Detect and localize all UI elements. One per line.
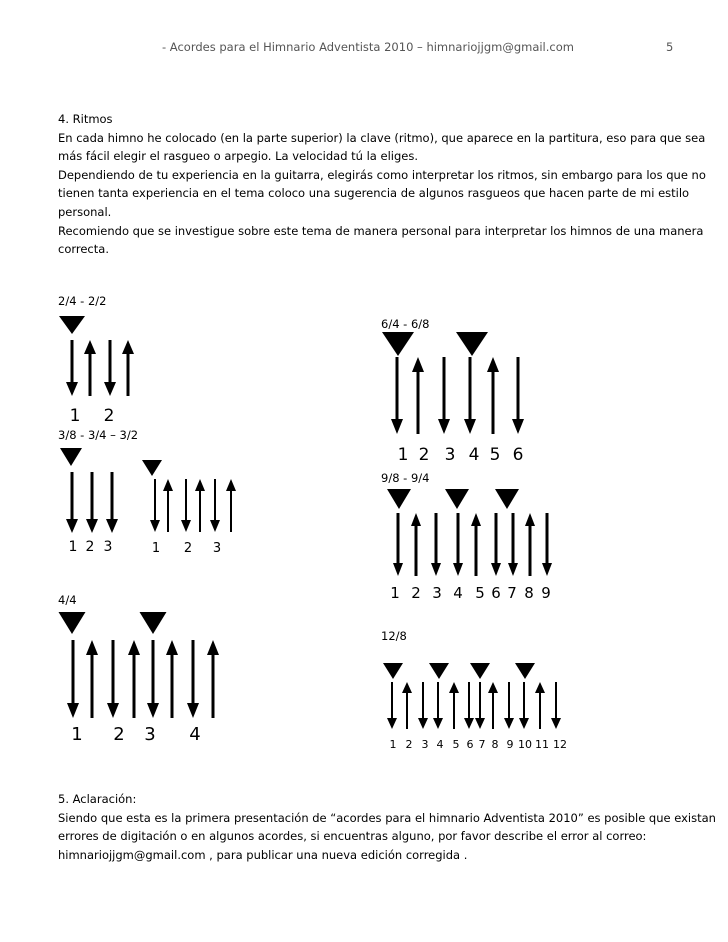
accent-triangle-icon	[140, 612, 167, 634]
beat-number: 3	[432, 584, 442, 602]
beat-number: 4	[468, 445, 480, 465]
up-arrowhead	[128, 640, 140, 655]
beat-number: 2	[418, 445, 430, 465]
down-arrowhead	[504, 718, 514, 729]
beat-number: 4	[453, 584, 463, 602]
up-arrowhead	[166, 640, 178, 655]
down-arrowhead	[86, 519, 98, 533]
up-arrowhead	[86, 640, 98, 655]
down-arrowhead	[107, 703, 119, 718]
paragraph-line: himnariojjgm@gmail.com , para publicar una nueva edición corregida .	[58, 847, 468, 862]
down-arrowhead	[542, 563, 552, 576]
accent-triangle-icon	[387, 489, 411, 509]
section-aclaracion	[58, 790, 716, 864]
accent-triangle-icon	[515, 663, 535, 679]
accent-triangle-icon	[495, 489, 519, 509]
up-arrowhead	[471, 513, 481, 526]
beat-number: 4	[189, 724, 201, 745]
paragraph-line: Recomiendo que se investigue sobre este tema de manera personal para interpretar los himnos de una manera	[58, 223, 704, 238]
beat-number: 1	[397, 445, 409, 465]
up-arrowhead	[487, 357, 499, 372]
down-arrowhead	[464, 718, 474, 729]
up-arrowhead	[122, 340, 134, 354]
beat-number: 3	[444, 445, 456, 465]
paragraph-line: correcta.	[58, 242, 109, 257]
beat-number: 7	[478, 738, 486, 751]
accent-triangle-icon	[470, 663, 490, 679]
paragraph-line: En cada himno he colocado (en la parte superior) la clave (ritmo), que aparece en la partitura, eso para que sea	[58, 130, 706, 145]
accent-triangle-icon	[429, 663, 449, 679]
down-arrowhead	[187, 703, 199, 718]
beat-number: 8	[491, 738, 499, 751]
beat-number: 11	[535, 738, 549, 751]
beat-number: 6	[466, 738, 474, 751]
paragraph-line: Dependiendo de tu experiencia en la guitarra, elegirás como interpretar los ritmos, sin embargo para los que no	[58, 167, 706, 182]
rhythm-label-6-4: 6/4 - 6/8	[381, 317, 430, 331]
down-arrowhead	[150, 520, 160, 532]
down-arrowhead	[519, 718, 529, 729]
beat-number: 7	[507, 584, 517, 602]
up-arrowhead	[525, 513, 535, 526]
up-arrowhead	[449, 682, 459, 693]
down-arrowhead	[387, 718, 397, 729]
beat-number: 1	[68, 539, 78, 555]
beat-number: 2	[113, 724, 125, 745]
accent-triangle-icon	[59, 316, 85, 334]
beat-number: 4	[436, 738, 444, 751]
beat-number: 10	[518, 738, 532, 751]
up-arrowhead	[84, 340, 96, 354]
beat-number: 1	[390, 584, 400, 602]
accent-triangle-icon	[382, 332, 414, 356]
up-arrowhead	[195, 479, 205, 491]
beat-number: 3	[144, 724, 156, 745]
paragraph-line: personal.	[58, 204, 112, 219]
down-arrowhead	[551, 718, 561, 729]
beat-number: 5	[452, 738, 460, 751]
up-arrowhead	[163, 479, 173, 491]
beat-number: 8	[524, 584, 534, 602]
down-arrowhead	[181, 520, 191, 532]
down-arrowhead	[106, 519, 118, 533]
down-arrowhead	[433, 718, 443, 729]
up-arrowhead	[226, 479, 236, 491]
page-number: 5	[666, 40, 674, 54]
beat-number: 1	[69, 406, 81, 426]
section-heading: 5. Aclaración:	[58, 792, 137, 806]
down-arrowhead	[66, 519, 78, 533]
down-arrowhead	[391, 419, 403, 434]
up-arrowhead	[535, 682, 545, 693]
rhythm-label-9-8: 9/8 - 9/4	[381, 471, 430, 485]
paragraph-line: Siendo que esta es la primera presentación de “acordes para el himnario Adventista 2010” es posible que existan	[58, 810, 716, 825]
beat-number: 9	[506, 738, 514, 751]
beat-number: 2	[411, 584, 421, 602]
beat-number: 3	[421, 738, 429, 751]
rhythm-label-3-8: 3/8 - 3/4 – 3/2	[58, 428, 139, 442]
up-arrowhead	[412, 357, 424, 372]
paragraph-line: errores de digitación o en algunos acordes, si encuentras alguno, por favor describe el error al correo:	[58, 829, 647, 844]
accent-triangle-icon	[456, 332, 488, 356]
accent-triangle-icon	[445, 489, 469, 509]
down-arrowhead	[453, 563, 463, 576]
beat-number: 1	[389, 738, 397, 751]
up-arrowhead	[411, 513, 421, 526]
down-arrowhead	[431, 563, 441, 576]
beat-number: 2	[103, 406, 115, 426]
rhythm-label-12-8: 12/8	[381, 629, 407, 643]
accent-triangle-icon	[142, 460, 162, 476]
header-title: - Acordes para el Himnario Adventista 2010 – himnariojjgm@gmail.com	[162, 40, 574, 54]
down-arrowhead	[464, 419, 476, 434]
beat-number: 5	[489, 445, 501, 465]
down-arrowhead	[147, 703, 159, 718]
down-arrowhead	[104, 382, 116, 396]
down-arrowhead	[508, 563, 518, 576]
up-arrowhead	[402, 682, 412, 693]
down-arrowhead	[393, 563, 403, 576]
down-arrowhead	[491, 563, 501, 576]
beat-number: 2	[183, 541, 193, 556]
accent-triangle-icon	[383, 663, 403, 679]
up-arrowhead	[207, 640, 219, 655]
beat-number: 12	[553, 738, 567, 751]
beat-number: 5	[475, 584, 485, 602]
beat-number: 6	[491, 584, 501, 602]
beat-number: 3	[212, 541, 222, 556]
down-arrowhead	[210, 520, 220, 532]
rhythm-label-4-4: 4/4	[58, 593, 77, 607]
beat-number: 9	[541, 584, 551, 602]
beat-number: 1	[71, 724, 83, 745]
rhythm-label-2-4: 2/4 - 2/2	[58, 294, 107, 308]
paragraph-line: tienen tanta experiencia en el tema coloco una sugerencia de algunos rasgueos que hacen parte de mi estilo	[58, 186, 690, 201]
down-arrowhead	[438, 419, 450, 434]
down-arrowhead	[67, 703, 79, 718]
section-heading: 4. Ritmos	[58, 112, 113, 126]
down-arrowhead	[418, 718, 428, 729]
beat-number: 2	[85, 539, 95, 555]
down-arrowhead	[66, 382, 78, 396]
down-arrowhead	[475, 718, 485, 729]
beat-number: 6	[512, 445, 524, 465]
beat-number: 2	[405, 738, 413, 751]
paragraph-line: más fácil elegir el rasgueo o arpegio. La velocidad tú la eliges.	[58, 149, 418, 164]
up-arrowhead	[488, 682, 498, 693]
accent-triangle-icon	[60, 448, 82, 466]
beat-number: 1	[151, 541, 161, 556]
down-arrowhead	[512, 419, 524, 434]
beat-number: 3	[103, 539, 113, 555]
accent-triangle-icon	[59, 612, 86, 634]
